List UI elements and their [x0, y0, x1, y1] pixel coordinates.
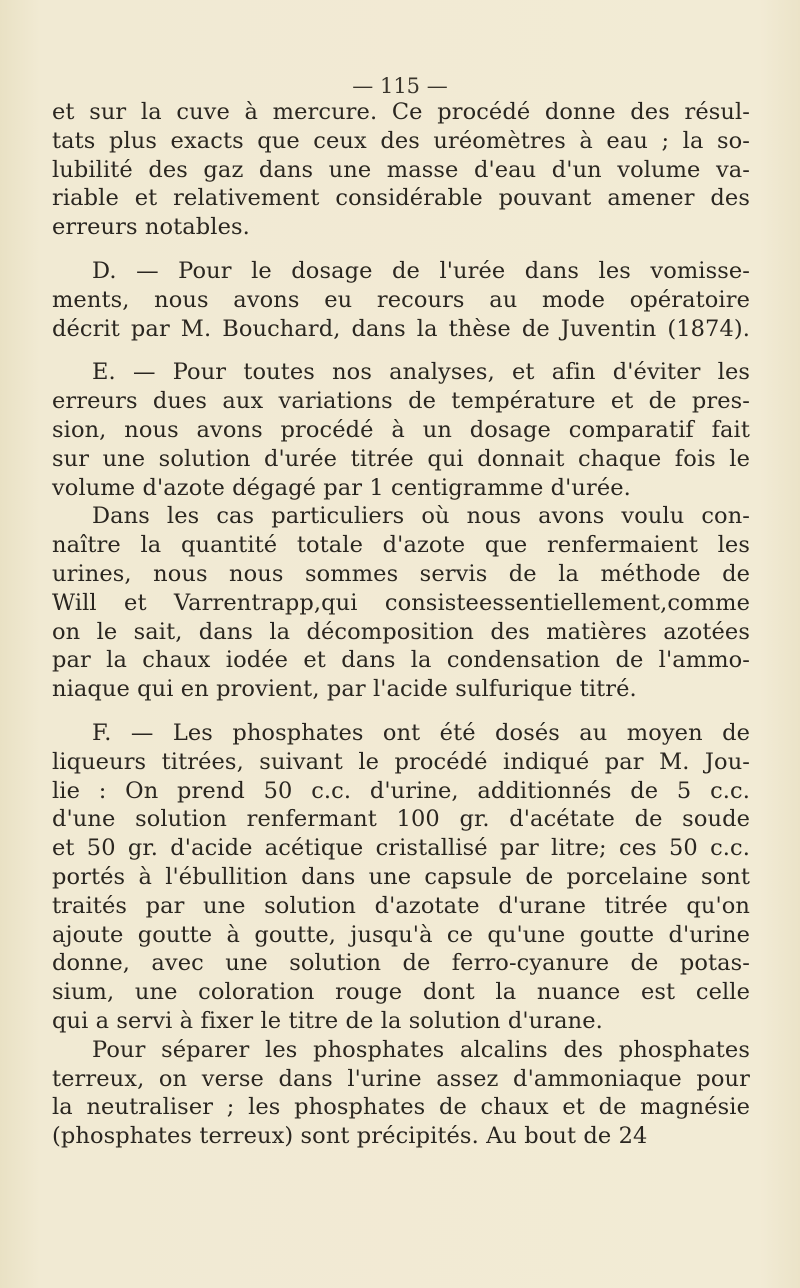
text-line: niaque qui en provient, par l'acide sulfurique titré.	[52, 676, 637, 703]
text-line: F. — Les phosphates ont été dosés au moyen de	[92, 719, 750, 746]
text-line: (phosphates terreux) sont précipités. Au bout de 24	[52, 1123, 648, 1150]
text-line: lubilité des gaz dans une masse d'eau d'un volume va-	[52, 156, 750, 183]
text-line: d'une solution renfermant 100 gr. d'acétate de soude	[52, 806, 750, 833]
text-line: décrit par M. Bouchard, dans la thèse de Juventin (1874).	[52, 315, 750, 342]
paragraph-section-e-2	[52, 502, 750, 704]
text-line: riable et relativement considérable pouvant amener des	[52, 185, 750, 212]
text-line: ments, nous avons eu recours au mode opératoire	[52, 286, 750, 313]
paragraph-gap	[52, 242, 750, 257]
text-line: terreux, on verse dans l'urine assez d'ammoniaque pour	[52, 1065, 750, 1092]
text-line: on le sait, dans la décomposition des matières azotées	[52, 618, 750, 645]
text-line: erreurs dues aux variations de température et de pres-	[52, 388, 750, 415]
paragraph-section-f	[52, 719, 750, 1036]
page-number: — 115 —	[352, 74, 448, 98]
text-line: E. — Pour toutes nos analyses, et afin d'éviter les	[92, 359, 750, 386]
text-line: liqueurs titrées, suivant le procédé indiqué par M. Jou-	[52, 748, 750, 775]
text-line: sion, nous avons procédé à un dosage comparatif fait	[52, 416, 750, 443]
paragraph-section-d	[52, 257, 750, 343]
text-line: traités par une solution d'azotate d'urane titrée qu'on	[52, 892, 750, 919]
text-line: urines, nous nous sommes servis de la méthode de	[52, 560, 750, 587]
text-line: portés à l'ébullition dans une capsule de porcelaine sont	[52, 863, 750, 890]
text-line: et sur la cuve à mercure. Ce procédé donne des résul-	[52, 99, 750, 125]
paragraph-section-e	[52, 358, 750, 502]
text-line: la neutraliser ; les phosphates de chaux et de magnésie	[52, 1094, 750, 1121]
text-line: tats plus exacts que ceux des uréomètres à eau ; la so-	[52, 127, 750, 154]
text-line: sur une solution d'urée titrée qui donnait chaque fois le	[52, 445, 750, 472]
text-line: Will et Varrentrapp,qui consisteessentiellement,comme	[52, 589, 750, 616]
paragraph-gap	[52, 704, 750, 719]
text-line: ajoute goutte à goutte, jusqu'à ce qu'une goutte d'urine	[52, 921, 750, 948]
text-line: par la chaux iodée et dans la condensation de l'ammo-	[52, 647, 750, 674]
text-line: et 50 gr. d'acide acétique cristallisé par litre; ces 50 c.c.	[52, 835, 750, 862]
text-line: qui a servi à fixer le titre de la solution d'urane.	[52, 1007, 603, 1034]
text-line: sium, une coloration rouge dont la nuance est celle	[52, 979, 750, 1006]
text-line: volume d'azote dégagé par 1 centigramme d'urée.	[52, 474, 631, 501]
text-line: D. — Pour le dosage de l'urée dans les vomisse-	[92, 257, 750, 284]
text-line: erreurs notables.	[52, 214, 250, 241]
text-line: lie : On prend 50 c.c. d'urine, additionnés de 5 c.c.	[52, 777, 750, 804]
text-column	[52, 98, 750, 1151]
paragraph-section-f-2	[52, 1036, 750, 1151]
paragraph-gap	[52, 343, 750, 358]
text-line: donne, avec une solution de ferro-cyanure de potas-	[52, 950, 750, 977]
paragraph-cuve	[52, 98, 750, 242]
text-line: Pour séparer les phosphates alcalins des phosphates	[92, 1036, 750, 1063]
text-line: naître la quantité totale d'azote que renfermaient les	[52, 532, 750, 559]
text-line: Dans les cas particuliers où nous avons voulu con-	[92, 503, 750, 530]
